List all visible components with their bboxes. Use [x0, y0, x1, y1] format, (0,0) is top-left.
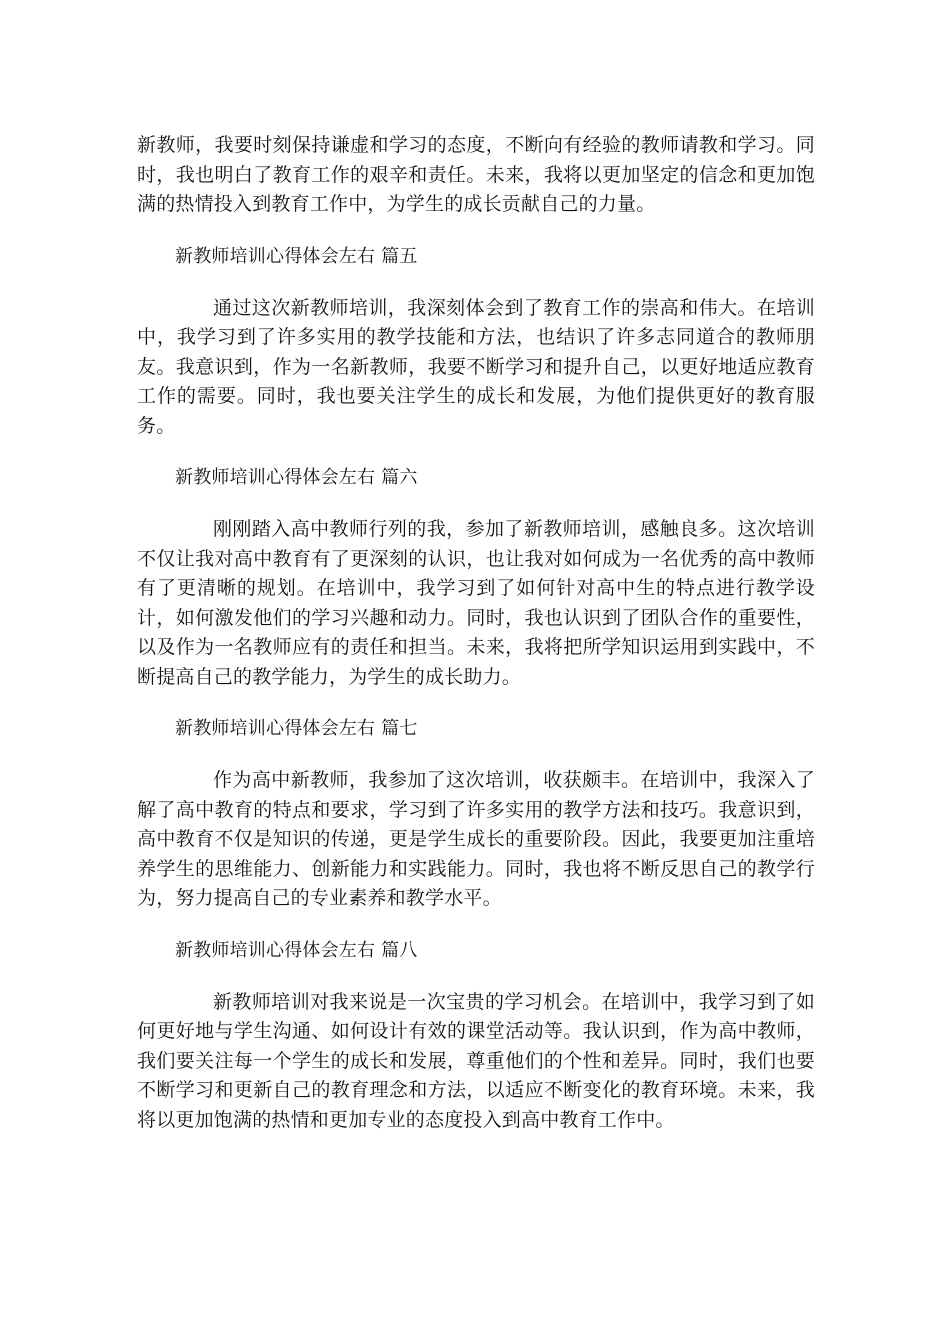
paragraph-section-6: 刚刚踏入高中教师行列的我，参加了新教师培训，感触良多。这次培训不仅让我对高中教育有了更深刻的认识，也让我对如何成为一名优秀的高中教师有了更清晰的规划。在培训中，我学习到了如何针对高中生的特点进行教学设计，如何激发他们的学习兴趣和动力。同时，我也认识到了团队合作的重要性，以及作为一名教师应有的责任和担当。未来，我将把所学知识运用到实践中，不断提高自己的教学能力，为学生的成长助力。	[137, 518, 815, 688]
section-heading-5: 新教师培训心得体会左右 篇五	[175, 245, 418, 267]
section-heading-8: 新教师培训心得体会左右 篇八	[175, 939, 418, 961]
section-heading-7: 新教师培训心得体会左右 篇七	[175, 718, 418, 739]
paragraph-continued: 新教师，我要时刻保持谦虚和学习的态度，不断向有经验的教师请教和学习。同时，我也明白了教育工作的艰辛和责任。未来，我将以更加坚定的信念和更加饱满的热情投入到教育工作中，为学生的成长贡献自己的力量。	[137, 134, 815, 215]
document-body	[137, 131, 815, 1135]
paragraph-section-5: 通过这次新教师培训，我深刻体会到了教育工作的崇高和伟大。在培训中，我学习到了许多实用的教学技能和方法，也结识了许多志同道合的教师朋友。我意识到，作为一名新教师，我要不断学习和提升自己，以更好地适应教育工作的需要。同时，我也要关注学生的成长和发展，为他们提供更好的教育服务。	[137, 296, 815, 437]
paragraph-section-7: 作为高中新教师，我参加了这次培训，收获颇丰。在培训中，我深入了解了高中教育的特点和要求，学习到了许多实用的教学方法和技巧。我意识到，高中教育不仅是知识的传递，更是学生成长的重要阶段。因此，我要更加注重培养学生的思维能力、创新能力和实践能力。同时，我也将不断反思自己的教学行为，努力提高自己的专业素养和教学水平。	[137, 769, 815, 909]
paragraph-section-8: 新教师培训对我来说是一次宝贵的学习机会。在培训中，我学习到了如何更好地与学生沟通、如何设计有效的课堂活动等。我认识到，作为高中教师，我们要关注每一个学生的成长和发展，尊重他们的个性和差异。同时，我们也要不断学习和更新自己的教育理念和方法，以适应不断变化的教育环境。未来，我将以更加饱满的热情和更加专业的态度投入到高中教育工作中。	[137, 990, 815, 1131]
section-heading-6: 新教师培训心得体会左右 篇六	[175, 467, 418, 488]
